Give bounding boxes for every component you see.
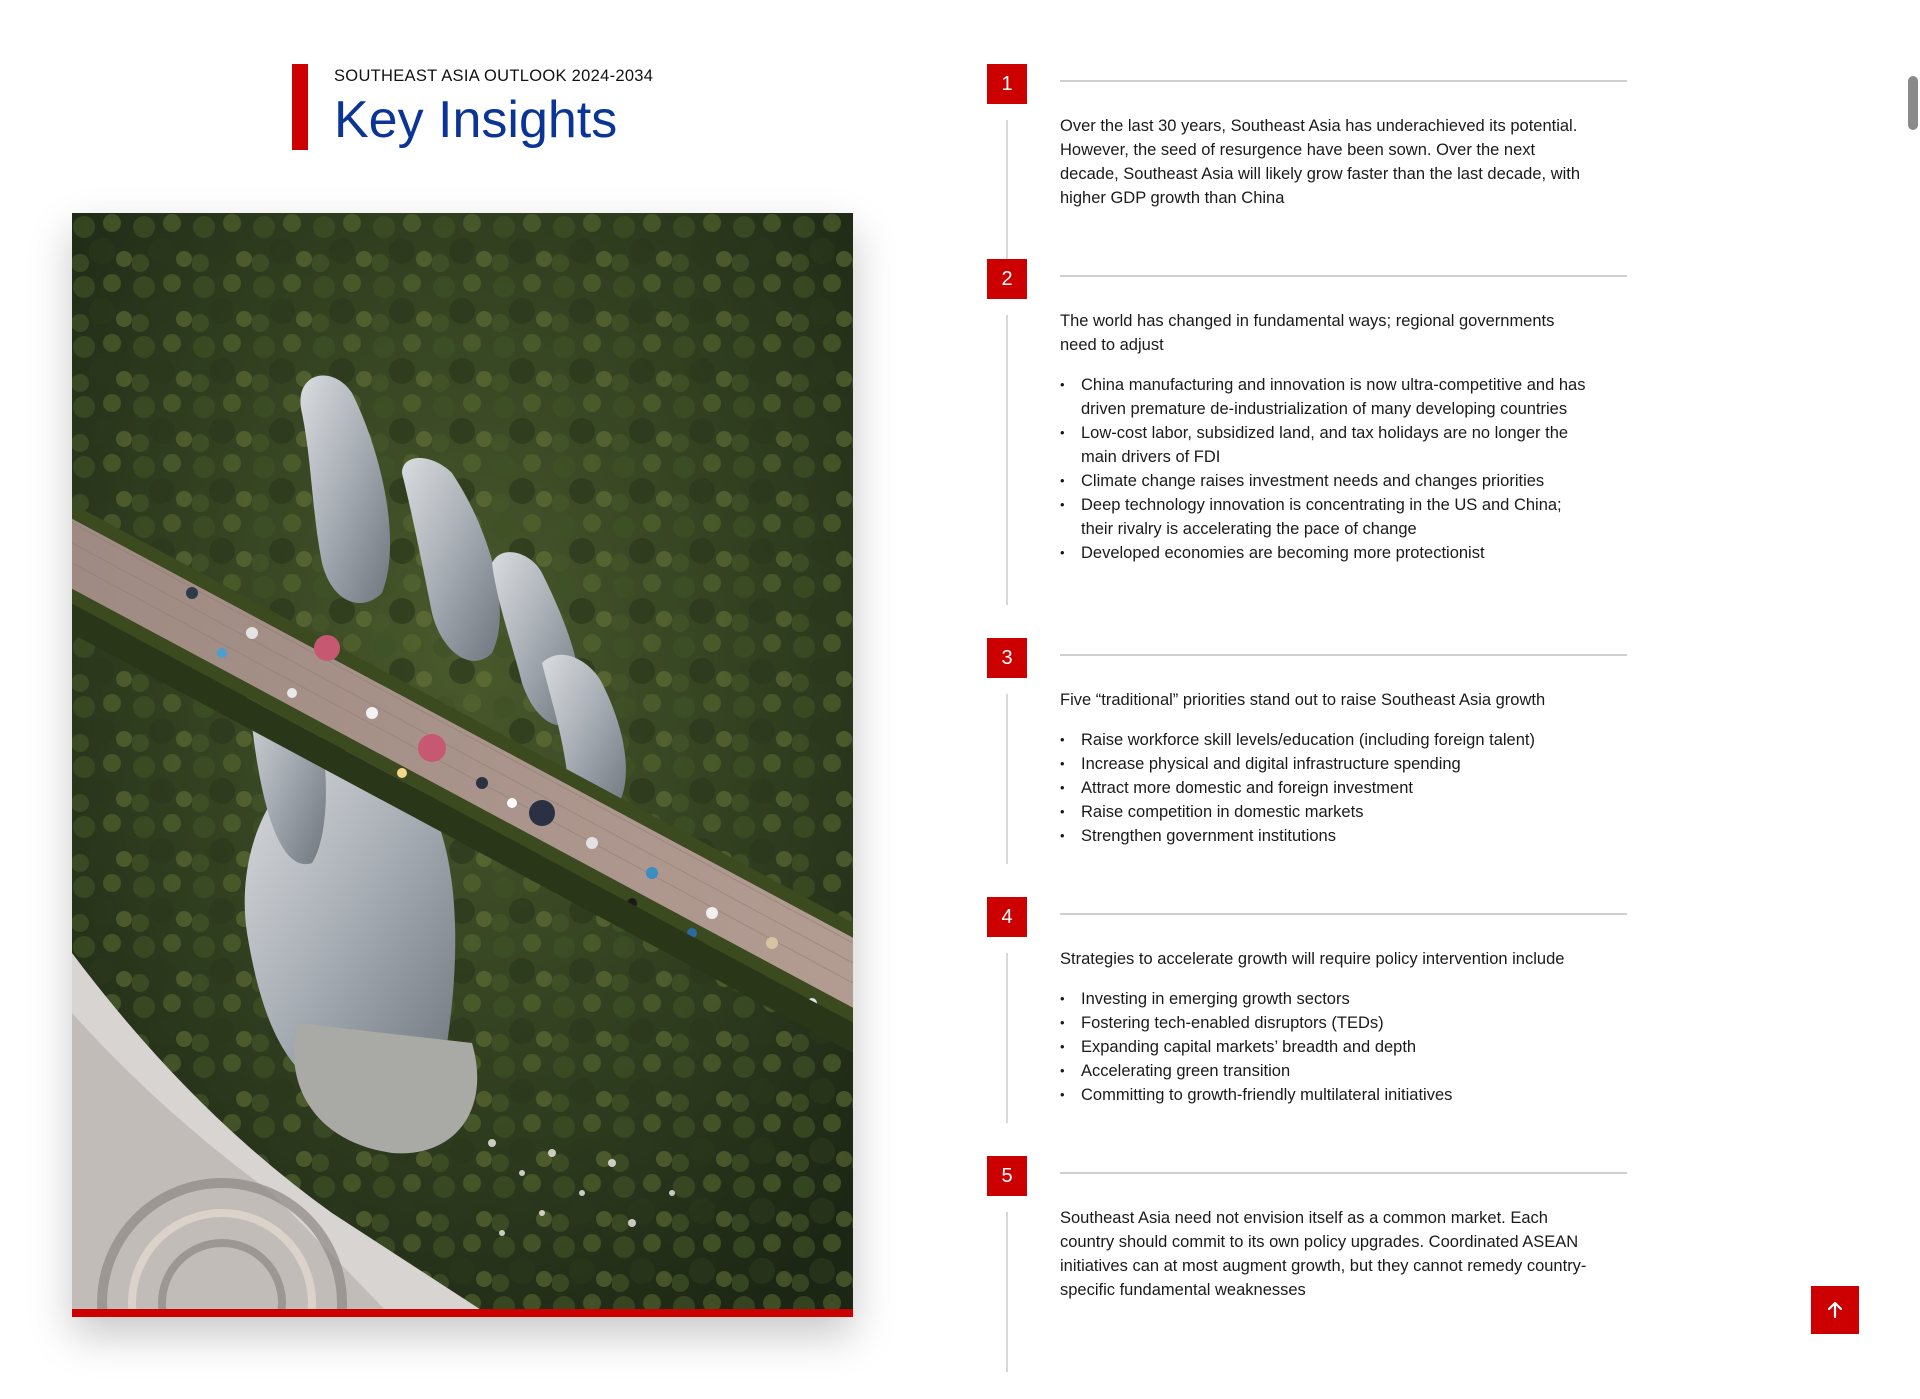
header-accent-bar — [292, 64, 308, 150]
list-item: • Raise workforce skill levels/education (including foreign talent) — [1060, 728, 1595, 752]
list-item: • Strengthen government institutions — [1060, 824, 1595, 848]
aerial-bridge-hands-photo-icon — [72, 213, 853, 1317]
list-item: • Fostering tech-enabled disruptors (TEDs) — [1060, 1011, 1595, 1035]
insight-body — [1060, 1206, 1595, 1302]
insight-number-badge: 3 — [987, 638, 1027, 678]
section-header — [292, 64, 653, 150]
insight-number-badge: 2 — [987, 259, 1027, 299]
insight-connector-line — [1006, 694, 1008, 864]
insight-number-badge: 5 — [987, 1156, 1027, 1196]
list-item: • Raise competition in domestic markets — [1060, 800, 1595, 824]
aerial-bridge-photo — [72, 213, 853, 1317]
list-item: • Developed economies are becoming more protectionist — [1060, 541, 1595, 565]
insight-divider — [1060, 1172, 1627, 1174]
scrollbar-thumb[interactable] — [1908, 76, 1918, 130]
insight-number-badge: 1 — [987, 64, 1027, 104]
insight-connector-line — [1006, 1212, 1008, 1372]
insight-body — [1060, 309, 1595, 565]
list-item: • Attract more domestic and foreign investment — [1060, 776, 1595, 800]
insight-body — [1060, 688, 1595, 848]
insight-bullet-list — [1060, 728, 1595, 848]
back-to-top-button[interactable] — [1811, 1286, 1859, 1334]
insight-number-badge: 4 — [987, 897, 1027, 937]
header-text — [334, 64, 653, 150]
insight-body — [1060, 114, 1595, 210]
insight-text: Strategies to accelerate growth will require policy intervention include — [1060, 950, 1565, 968]
list-item: • Investing in emerging growth sectors — [1060, 987, 1595, 1011]
list-item: • Expanding capital markets’ breadth and depth — [1060, 1035, 1595, 1059]
insight-connector-line — [1006, 315, 1008, 605]
photo-accent-bar — [72, 1309, 853, 1317]
list-item: • Increase physical and digital infrastructure spending — [1060, 752, 1595, 776]
insight-connector-line — [1006, 953, 1008, 1123]
insight-bullet-list — [1060, 373, 1595, 565]
insight-divider — [1060, 80, 1627, 82]
insight-text: Over the last 30 years, Southeast Asia has underachieved its potential. However, the seed of resurgence have been sown. Over the next decade, Southeast Asia will likely grow faster than the last decade, with higher GDP growth than China — [1060, 117, 1581, 207]
list-item: • Deep technology innovation is concentrating in the US and China; their rivalry is accelerating the pace of change — [1060, 493, 1595, 541]
list-item: • Climate change raises investment needs and changes priorities — [1060, 469, 1595, 493]
insight-divider — [1060, 913, 1627, 915]
insight-text: The world has changed in fundamental ways; regional governments need to adjust — [1060, 312, 1555, 354]
arrow-up-icon — [1825, 1300, 1845, 1320]
insight-divider — [1060, 275, 1627, 277]
list-item: • China manufacturing and innovation is now ultra-competitive and has driven premature de-industrialization of many developing countries — [1060, 373, 1595, 421]
list-item: • Accelerating green transition — [1060, 1059, 1595, 1083]
insight-divider — [1060, 654, 1627, 656]
list-item: • Committing to growth-friendly multilateral initiatives — [1060, 1083, 1595, 1107]
list-item: • Low-cost labor, subsidized land, and tax holidays are no longer the main drivers of FDI — [1060, 421, 1595, 469]
report-eyebrow: SOUTHEAST ASIA OUTLOOK 2024-2034 — [334, 67, 654, 85]
insight-bullet-list — [1060, 987, 1595, 1107]
insight-body — [1060, 947, 1595, 1107]
insight-text: Southeast Asia need not envision itself as a common market. Each country should commit to its own policy upgrades. Coordinated ASEAN initiatives can at most augment growth, but they cannot remedy country-specific fundamental weaknesses — [1060, 1209, 1587, 1299]
insight-text: Five “traditional” priorities stand out to raise Southeast Asia growth — [1060, 691, 1546, 709]
page-title: Key Insights — [334, 91, 618, 149]
